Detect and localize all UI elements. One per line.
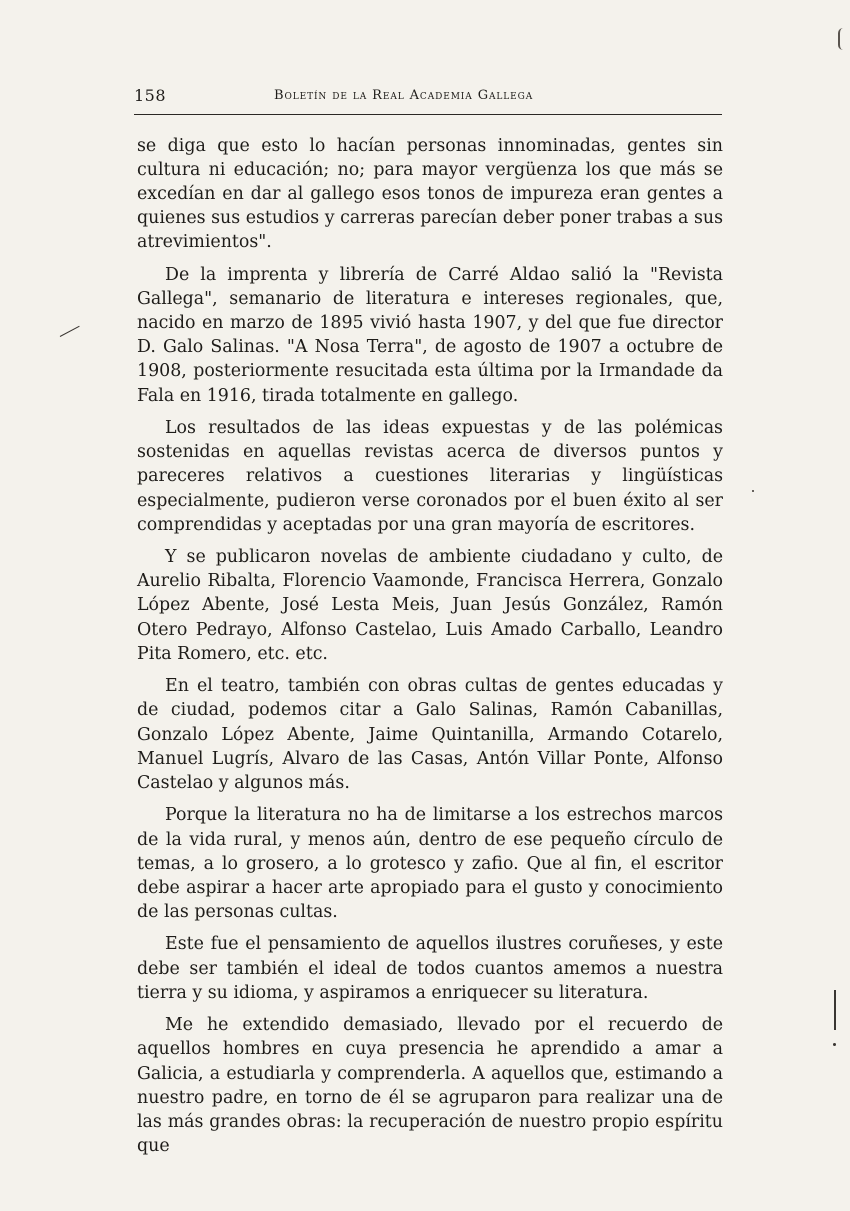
- paragraph: Este fue el pensamiento de aquellos ilustres coruñeses, y este debe ser también el ideal de todos cuantos amemos a nuestra tierra y su idioma, y aspiramos a enriquecer su literatura.: [137, 934, 723, 1003]
- paragraph: Los resultados de las ideas expuestas y de las polémicas sostenidas en aquellas revistas acerca de diversos puntos y pareceres relativos a cuestiones literarias y lingüísticas especialmente, pudieron verse coronados por el buen éxito al ser comprendidas y aceptadas por una gran mayoría de escritores.: [137, 418, 723, 535]
- running-title: Boletín de la Real Academia Gallega: [274, 88, 534, 103]
- body-text: [137, 134, 723, 1167]
- paragraph: De la imprenta y librería de Carré Aldao salió la "Revista Gallega", semanario de literatura e intereses regionales, que, nacido en marzo de 1895 vivió hasta 1907, y del que fue director D. Galo Salinas. "A Nosa Terra", de agosto de 1907 a octubre de 1908, posteriormente resucitada esta última por la Irmandade da Fala en 1916, tirada totalmente en gallego.: [137, 265, 723, 406]
- header-rule: [134, 114, 722, 115]
- scan-speck: [833, 1043, 836, 1046]
- scan-edge-mark: [834, 990, 836, 1030]
- paragraph: Porque la literatura no ha de limitarse a los estrechos marcos de la vida rural, y menos aún, dentro de ese pequeño círculo de temas, a lo grosero, a lo grotesco y zafio. Que al fin, el escritor debe aspirar a hacer arte apropiado para el gusto y conocimiento de las personas cultas.: [137, 805, 723, 922]
- margin-pencil-mark: [60, 326, 80, 337]
- scan-speck: [752, 490, 754, 492]
- scan-edge-mark: [838, 28, 843, 50]
- paragraph: se diga que esto lo hacían personas innominadas, gentes sin cultura ni educación; no; para mayor vergüenza los que más se excedían en dar al gallego esos tonos de impureza eran gentes a quienes sus estudios y carreras parecían deber poner trabas a sus atrevimientos".: [137, 136, 723, 253]
- paragraph: Y se publicaron novelas de ambiente ciudadano y culto, de Aurelio Ribalta, Florencio Vaamonde, Francisca Herrera, Gonzalo López Abente, José Lesta Meis, Juan Jesús González, Ramón Otero Pedrayo, Alfonso Castelao, Luis Amado Carballo, Leandro Pita Romero, etc. etc.: [137, 547, 723, 664]
- page-number: 158: [134, 86, 167, 105]
- page-header: [134, 86, 724, 108]
- paragraph: Me he extendido demasiado, llevado por el recuerdo de aquellos hombres en cuya presencia he aprendido a amar a Galicia, a estudiarla y comprenderla. A aquellos que, estimando a nuestro padre, en torno de él se agruparon para realizar una de las más grandes obras: la recuperación de nuestro propio espíritu que: [137, 1015, 723, 1156]
- paragraph: En el teatro, también con obras cultas de gentes educadas y de ciudad, podemos citar a Galo Salinas, Ramón Cabanillas, Gonzalo López Abente, Jaime Quintanilla, Armando Cotarelo, Manuel Lugrís, Alvaro de las Casas, Antón Villar Ponte, Alfonso Castelao y algunos más.: [137, 676, 723, 793]
